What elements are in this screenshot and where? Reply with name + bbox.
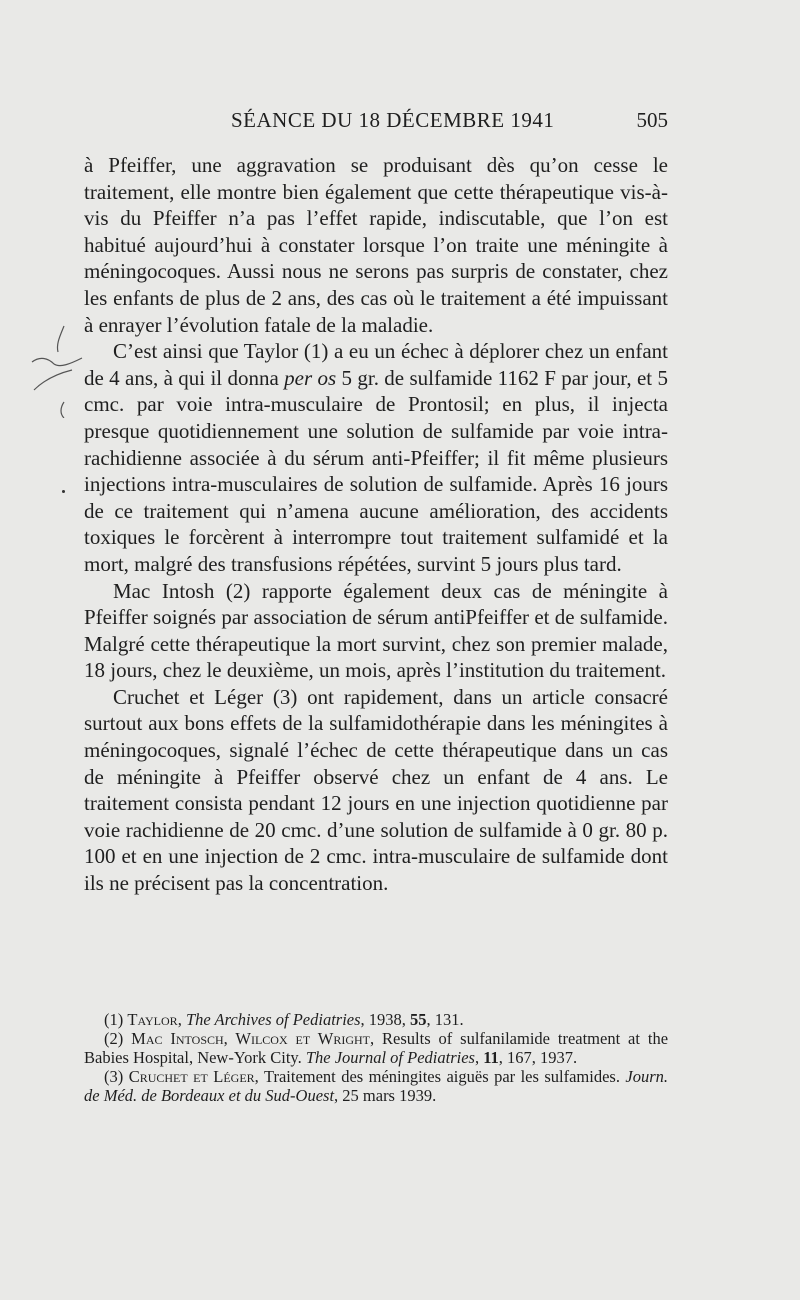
- footnote-rest: 167, 1937.: [507, 1048, 578, 1067]
- footnote-author: Taylor: [127, 1010, 178, 1029]
- footnote-mark: (2): [104, 1029, 124, 1048]
- footnote-mark: (3): [104, 1067, 124, 1086]
- footnote-mark: (1): [104, 1010, 124, 1029]
- footnote-title: Traitement des méningites aiguës par les sulfamides.: [263, 1067, 620, 1086]
- main-text: [84, 152, 668, 897]
- margin-dot: [62, 490, 65, 493]
- footnote-2: (2) Mac Intosch, Wilcox et Wright, Results of sulfanilamide treatment at the Babies Hospital, New-York City. The Journal of Pediatries, 11, 167, 1937.: [84, 1029, 669, 1067]
- footnote-volume: 55: [410, 1010, 427, 1029]
- footnote-title: Results of sulfanilamide treatment at the Babies Hospital, New-York City.: [84, 1029, 669, 1067]
- footnote-page: 131.: [434, 1010, 464, 1029]
- footnote-1: (1) Taylor, The Archives of Pediatries, 1938, 55, 131.: [104, 1010, 464, 1029]
- footnote-year: 1938: [368, 1010, 402, 1029]
- paragraph: [84, 338, 668, 577]
- paragraph-text: C’est ainsi que Taylor (1) a eu un échec à déplorer chez un enfant de 4 ans, à qui il donna per os 5 gr. de sulfamide 1162 F par jour, et 5 cmc. par voie intra-musculaire de Prontosil; en plus, il injecta presque quotidiennement une solution de sulfamide par voie intra-rachidienne associée à du sérum anti-Pfeiffer; il fit même plusieurs injections intra-musculaires de solution de sulfamide. Après 16 jours de ce traitement qui n’amena aucune amélioration, des accidents toxiques le forcèrent à interrompre tout traitement sulfamidé et la mort, malgré des transfusions répétées, survint 5 jours plus tard.: [84, 339, 668, 576]
- page-number: 505: [636, 108, 668, 132]
- footnote-authors: Cruchet et Léger: [128, 1067, 255, 1086]
- running-title: SÉANCE DU 18 DÉCEMBRE 1941: [231, 108, 555, 132]
- footnote-3: (3) Cruchet et Léger, Traitement des méningites aiguës par les sulfamides. Journ. de Méd. de Bordeaux et du Sud-Ouest, 25 mars 1939.: [84, 1067, 669, 1105]
- footnote-volume: 11: [483, 1048, 499, 1067]
- footnote-journal: Journ. de Méd. de Bordeaux et du Sud-Ouest: [84, 1067, 669, 1105]
- footnote-journal: The Archives of Pediatries: [185, 1010, 361, 1029]
- paragraph: Mac Intosh (2) rapporte également deux cas de méningite à Pfeiffer soignés par association de sérum antiPfeiffer et de sulfamide. Malgré cette thérapeutique la mort survint, chez son premier malade, 18 jours, chez le deuxième, un mois, après l’institution du traitement.: [84, 578, 668, 683]
- page-header: [84, 108, 668, 138]
- footnote-date: 25 mars 1939.: [342, 1086, 437, 1105]
- footnote-authors: Mac Intosch, Wilcox et Wright: [131, 1029, 371, 1048]
- footnotes: [84, 1010, 668, 1105]
- footnote-journal: The Journal of Pediatries: [305, 1048, 475, 1067]
- paragraph: à Pfeiffer, une aggravation se produisant dès qu’on cesse le traitement, elle montre bien également que cette thérapeutique vis-à-vis du Pfeiffer n’a pas l’effet rapide, indiscutable, que l’on est habitué aujourd’hui à constater lorsque l’on traite une méningite à méningocoques. Aussi nous ne serons pas surpris de constater, chez les enfants de plus de 2 ans, des cas où le traitement a été impuissant à enrayer l’évolution fatale de la maladie.: [84, 153, 668, 337]
- paragraph: Cruchet et Léger (3) ont rapidement, dans un article consacré surtout aux bons effets de la sulfamidothérapie dans les méningites à méningocoques, signalé l’échec de cette thérapeutique dans un cas de méningite à Pfeiffer observé chez un enfant de 4 ans. Le traitement consista pendant 12 jours en une injection quotidienne par voie rachidienne de 20 cmc. d’une solution de sulfamide à 0 gr. 80 p. 100 et en une injection de 2 cmc. intra-musculaire de sulfamide dont ils ne précisent pas la concentration.: [84, 684, 668, 896]
